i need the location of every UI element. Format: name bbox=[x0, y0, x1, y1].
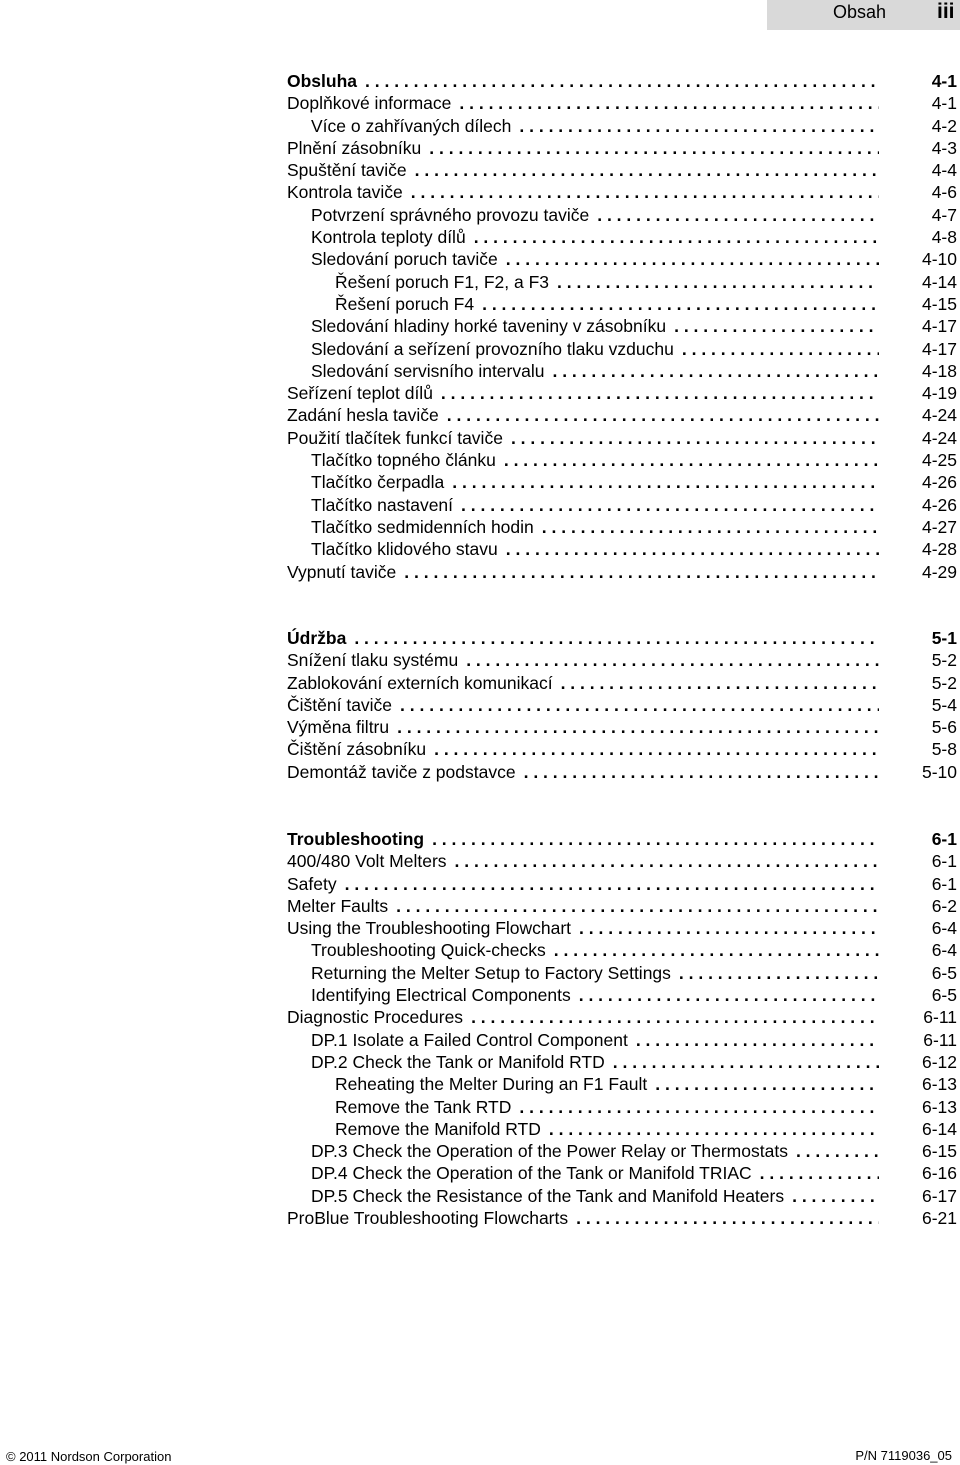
toc-entry-title: Údržba bbox=[287, 628, 347, 648]
toc-entry-page: 6-17 bbox=[921, 1185, 957, 1206]
toc-entry-title: Použití tlačítek funkcí taviče bbox=[287, 427, 503, 448]
toc-entry-title: Remove the Tank RTD bbox=[335, 1096, 512, 1117]
toc-entry-page: 5-6 bbox=[931, 717, 957, 738]
toc-section-troubleshooting bbox=[287, 828, 957, 1229]
dot-leader bbox=[411, 181, 879, 203]
toc-entry-page: 6-1 bbox=[931, 829, 957, 849]
toc-entry-page: 5-4 bbox=[931, 694, 957, 715]
toc-entry[interactable] bbox=[287, 494, 957, 516]
toc-entry-title: Sledování a seřízení provozního tlaku vzduchu bbox=[311, 338, 674, 359]
dot-leader bbox=[579, 984, 879, 1006]
dot-leader bbox=[679, 962, 879, 984]
toc-section-maintenance bbox=[287, 627, 957, 783]
toc-entry[interactable] bbox=[287, 649, 957, 671]
toc-entry[interactable] bbox=[287, 159, 957, 181]
toc-entry-title: Troubleshooting Quick-checks bbox=[311, 940, 546, 961]
toc-entry-title: Seřízení teplot dílů bbox=[287, 383, 433, 404]
toc-entry[interactable] bbox=[287, 271, 957, 293]
toc-entry-title: Melter Faults bbox=[287, 895, 389, 916]
toc-entry-page: 5-8 bbox=[931, 739, 957, 760]
dot-leader bbox=[365, 70, 879, 92]
toc-entry-title: Tlačítko sedmidenních hodin bbox=[311, 516, 534, 537]
toc-entry-page: 6-21 bbox=[921, 1208, 957, 1229]
toc-entry-page: 4-24 bbox=[921, 427, 957, 448]
dot-leader bbox=[552, 360, 879, 382]
header-page-number: iii bbox=[937, 0, 955, 23]
toc-entry-title: DP.2 Check the Tank or Manifold RTD bbox=[311, 1051, 605, 1072]
toc-entry[interactable] bbox=[287, 1140, 957, 1162]
dot-leader bbox=[554, 939, 879, 961]
dot-leader bbox=[674, 315, 879, 337]
toc-entry-page: 6-13 bbox=[921, 1074, 957, 1095]
toc-entry-page: 6-1 bbox=[931, 873, 957, 894]
toc-entry-page: 6-13 bbox=[921, 1096, 957, 1117]
toc-entry[interactable] bbox=[287, 895, 957, 917]
toc-entry[interactable] bbox=[287, 1029, 957, 1051]
dot-leader bbox=[511, 427, 879, 449]
dot-leader bbox=[397, 716, 879, 738]
toc-entry[interactable] bbox=[287, 70, 957, 92]
toc-entry-title: Identifying Electrical Components bbox=[311, 985, 571, 1006]
toc-entry-page: 4-17 bbox=[921, 338, 957, 359]
dot-leader bbox=[576, 1207, 879, 1229]
toc-entry[interactable] bbox=[287, 538, 957, 560]
dot-leader bbox=[636, 1029, 879, 1051]
toc-entry-page: 4-14 bbox=[921, 271, 957, 292]
dot-leader bbox=[466, 649, 879, 671]
dot-leader bbox=[396, 895, 879, 917]
toc-entry[interactable] bbox=[287, 828, 957, 850]
toc-entry-page: 4-6 bbox=[931, 182, 957, 203]
toc-entry-page: 4-18 bbox=[921, 360, 957, 381]
toc-entry-page: 5-2 bbox=[931, 672, 957, 693]
toc-entry-page: 6-12 bbox=[921, 1051, 957, 1072]
dot-leader bbox=[506, 248, 879, 270]
toc-entry[interactable] bbox=[287, 738, 957, 760]
toc-entry-page: 4-17 bbox=[921, 316, 957, 337]
toc-entry-title: Vypnutí taviče bbox=[287, 561, 397, 582]
dot-leader bbox=[579, 917, 879, 939]
toc-entry[interactable] bbox=[287, 850, 957, 872]
toc-entry-title: Výměna filtru bbox=[287, 717, 390, 738]
toc-entry[interactable] bbox=[287, 694, 957, 716]
dot-leader bbox=[549, 1118, 879, 1140]
toc-entry-title: Diagnostic Procedures bbox=[287, 1007, 464, 1028]
dot-leader bbox=[455, 850, 879, 872]
toc-entry-page: 6-5 bbox=[931, 962, 957, 983]
toc-entry-page: 4-7 bbox=[931, 204, 957, 225]
footer-copyright: © 2011 Nordson Corporation bbox=[6, 1449, 172, 1464]
dot-leader bbox=[459, 92, 879, 114]
toc-entry-page: 6-14 bbox=[921, 1118, 957, 1139]
toc-entry-title: Spuštění taviče bbox=[287, 160, 407, 181]
dot-leader bbox=[613, 1051, 879, 1073]
toc-entry[interactable] bbox=[287, 984, 957, 1006]
toc-entry-title: Sledování hladiny horké taveniny v zásobníku bbox=[311, 316, 667, 337]
toc-entry[interactable] bbox=[287, 449, 957, 471]
toc-entry-title: 400/480 Volt Melters bbox=[287, 851, 447, 872]
toc-entry-title: Demontáž taviče z podstavce bbox=[287, 761, 516, 782]
toc-entry-title: Reheating the Melter During an F1 Fault bbox=[335, 1074, 648, 1095]
toc-entry-title: Using the Troubleshooting Flowchart bbox=[287, 918, 572, 939]
toc-entry-title: Čištění zásobníku bbox=[287, 739, 427, 760]
toc-entry-page: 5-2 bbox=[931, 650, 957, 671]
toc-entry[interactable] bbox=[287, 716, 957, 738]
toc-entry[interactable] bbox=[287, 382, 957, 404]
toc-entry[interactable] bbox=[287, 315, 957, 337]
toc-entry-title: Zablokování externích komunikací bbox=[287, 672, 553, 693]
toc-entry-page: 6-15 bbox=[921, 1141, 957, 1162]
toc-entry[interactable] bbox=[287, 873, 957, 895]
dot-leader bbox=[432, 828, 879, 850]
toc-entry-page: 6-4 bbox=[931, 918, 957, 939]
toc-entry[interactable] bbox=[287, 939, 957, 961]
toc-entry[interactable] bbox=[287, 293, 957, 315]
toc-entry-page: 6-11 bbox=[923, 1029, 957, 1050]
toc-entry[interactable] bbox=[287, 1162, 957, 1184]
dot-leader bbox=[542, 516, 879, 538]
toc-entry-title: DP.4 Check the Operation of the Tank or Manifold TRIAC bbox=[311, 1163, 752, 1184]
toc-entry[interactable] bbox=[287, 1073, 957, 1095]
toc-entry-title: Čištění taviče bbox=[287, 694, 393, 715]
toc-entry[interactable] bbox=[287, 1096, 957, 1118]
toc-entry[interactable] bbox=[287, 1006, 957, 1028]
dot-leader bbox=[524, 761, 879, 783]
toc-entry-page: 4-3 bbox=[931, 137, 957, 158]
toc-entry-page: 4-1 bbox=[931, 71, 957, 91]
toc-entry-page: 4-25 bbox=[921, 450, 957, 471]
toc-entry[interactable] bbox=[287, 672, 957, 694]
toc-entry-title: Řešení poruch F1, F2, a F3 bbox=[335, 271, 549, 292]
toc-entry-page: 6-16 bbox=[921, 1163, 957, 1184]
toc-entry-title: Kontrola teploty dílů bbox=[311, 227, 466, 248]
toc-entry[interactable] bbox=[287, 962, 957, 984]
dot-leader bbox=[474, 226, 879, 248]
dot-leader bbox=[354, 627, 879, 649]
toc-entry-page: 6-1 bbox=[931, 851, 957, 872]
toc-entry-title: Tlačítko čerpadla bbox=[311, 472, 445, 493]
toc-entry-page: 6-5 bbox=[931, 985, 957, 1006]
toc-entry-title: Tlačítko topného článku bbox=[311, 450, 496, 471]
toc-entry[interactable] bbox=[287, 516, 957, 538]
dot-leader bbox=[597, 204, 879, 226]
toc-entry-title: Tlačítko klidového stavu bbox=[311, 539, 498, 560]
dot-leader bbox=[792, 1185, 879, 1207]
toc-entry-page: 4-26 bbox=[921, 472, 957, 493]
dot-leader bbox=[452, 471, 879, 493]
toc-entry-title: Řešení poruch F4 bbox=[335, 293, 475, 314]
toc-entry-page: 4-8 bbox=[931, 227, 957, 248]
toc-entry-title: Tlačítko nastavení bbox=[311, 494, 454, 515]
footer-part-number: P/N 7119036_05 bbox=[855, 1448, 952, 1463]
toc-entry-title: Obsluha bbox=[287, 71, 358, 91]
toc-entry-page: 4-29 bbox=[921, 561, 957, 582]
toc-entry-page: 4-24 bbox=[921, 405, 957, 426]
dot-leader bbox=[404, 561, 879, 583]
dot-leader bbox=[441, 382, 879, 404]
toc-entry-page: 4-15 bbox=[921, 293, 957, 314]
dot-leader bbox=[504, 449, 879, 471]
toc-entry[interactable] bbox=[287, 917, 957, 939]
toc-entry-page: 6-11 bbox=[923, 1007, 957, 1028]
toc-entry-title: Zadání hesla taviče bbox=[287, 405, 439, 426]
toc-entry-title: Snížení tlaku systému bbox=[287, 650, 459, 671]
toc-entry[interactable] bbox=[287, 181, 957, 203]
toc-entry-title: Více o zahřívaných dílech bbox=[311, 115, 512, 136]
toc-entry[interactable] bbox=[287, 137, 957, 159]
dot-leader bbox=[655, 1073, 879, 1095]
toc-entry-title: ProBlue Troubleshooting Flowcharts bbox=[287, 1208, 569, 1229]
toc-entry-title: Kontrola taviče bbox=[287, 182, 403, 203]
toc-section-operation bbox=[287, 70, 957, 583]
toc-entry[interactable] bbox=[287, 1207, 957, 1229]
toc-entry-page: 4-10 bbox=[921, 249, 957, 270]
toc-entry-page: 4-19 bbox=[921, 383, 957, 404]
dot-leader bbox=[482, 293, 879, 315]
dot-leader bbox=[415, 159, 879, 181]
toc-entry[interactable] bbox=[287, 427, 957, 449]
toc-entry-title: Sledování poruch taviče bbox=[311, 249, 498, 270]
dot-leader bbox=[682, 338, 879, 360]
dot-leader bbox=[400, 694, 879, 716]
toc-entry-page: 5-10 bbox=[921, 761, 957, 782]
toc-entry[interactable] bbox=[287, 1051, 957, 1073]
dot-leader bbox=[461, 494, 879, 516]
toc-entry-title: Sledování servisního intervalu bbox=[311, 360, 545, 381]
toc-entry-page: 5-1 bbox=[931, 628, 957, 648]
toc-entry-title: DP.3 Check the Operation of the Power Relay or Thermostats bbox=[311, 1141, 788, 1162]
header-section-title: Obsah bbox=[833, 2, 887, 22]
dot-leader bbox=[796, 1140, 879, 1162]
toc-entry[interactable] bbox=[287, 204, 957, 226]
dot-leader bbox=[345, 873, 879, 895]
toc-entry[interactable] bbox=[287, 404, 957, 426]
dot-leader bbox=[561, 672, 879, 694]
toc-entry[interactable] bbox=[287, 338, 957, 360]
toc-entry[interactable] bbox=[287, 92, 957, 114]
toc-entry[interactable] bbox=[287, 226, 957, 248]
toc-entry-title: DP.5 Check the Resistance of the Tank and Manifold Heaters bbox=[311, 1185, 785, 1206]
dot-leader bbox=[447, 404, 879, 426]
toc-entry-title: DP.1 Isolate a Failed Control Component bbox=[311, 1029, 628, 1050]
toc-entry-title: Returning the Melter Setup to Factory Settings bbox=[311, 962, 671, 983]
toc-entry-page: 4-28 bbox=[921, 539, 957, 560]
dot-leader bbox=[557, 271, 879, 293]
toc-entry-page: 6-2 bbox=[931, 895, 957, 916]
dot-leader bbox=[471, 1006, 879, 1028]
toc-entry-title: Troubleshooting bbox=[287, 829, 425, 849]
toc-entry-title: Remove the Manifold RTD bbox=[335, 1118, 541, 1139]
toc-entry[interactable] bbox=[287, 1118, 957, 1140]
dot-leader bbox=[429, 137, 879, 159]
dot-leader bbox=[434, 738, 879, 760]
toc-entry[interactable] bbox=[287, 627, 957, 649]
toc-entry-page: 6-4 bbox=[931, 940, 957, 961]
toc-entry[interactable] bbox=[287, 561, 957, 583]
dot-leader bbox=[506, 538, 879, 560]
toc-entry-page: 4-1 bbox=[931, 93, 957, 114]
toc-entry-page: 4-26 bbox=[921, 494, 957, 515]
toc-entry-title: Safety bbox=[287, 873, 337, 894]
toc-entry[interactable] bbox=[287, 761, 957, 783]
toc-entry-page: 4-4 bbox=[931, 160, 957, 181]
toc-entry-title: Doplňkové informace bbox=[287, 93, 452, 114]
toc-entry-title: Potvrzení správného provozu taviče bbox=[311, 204, 590, 225]
toc-entry[interactable] bbox=[287, 248, 957, 270]
toc-entry-page: 4-2 bbox=[931, 115, 957, 136]
dot-leader bbox=[519, 115, 879, 137]
dot-leader bbox=[760, 1162, 879, 1184]
toc-entry[interactable] bbox=[287, 1185, 957, 1207]
toc-entry[interactable] bbox=[287, 360, 957, 382]
toc-entry-title: Plnění zásobníku bbox=[287, 137, 422, 158]
dot-leader bbox=[519, 1096, 879, 1118]
toc-entry-page: 4-27 bbox=[921, 516, 957, 537]
toc-entry[interactable] bbox=[287, 471, 957, 493]
toc-entry[interactable] bbox=[287, 115, 957, 137]
